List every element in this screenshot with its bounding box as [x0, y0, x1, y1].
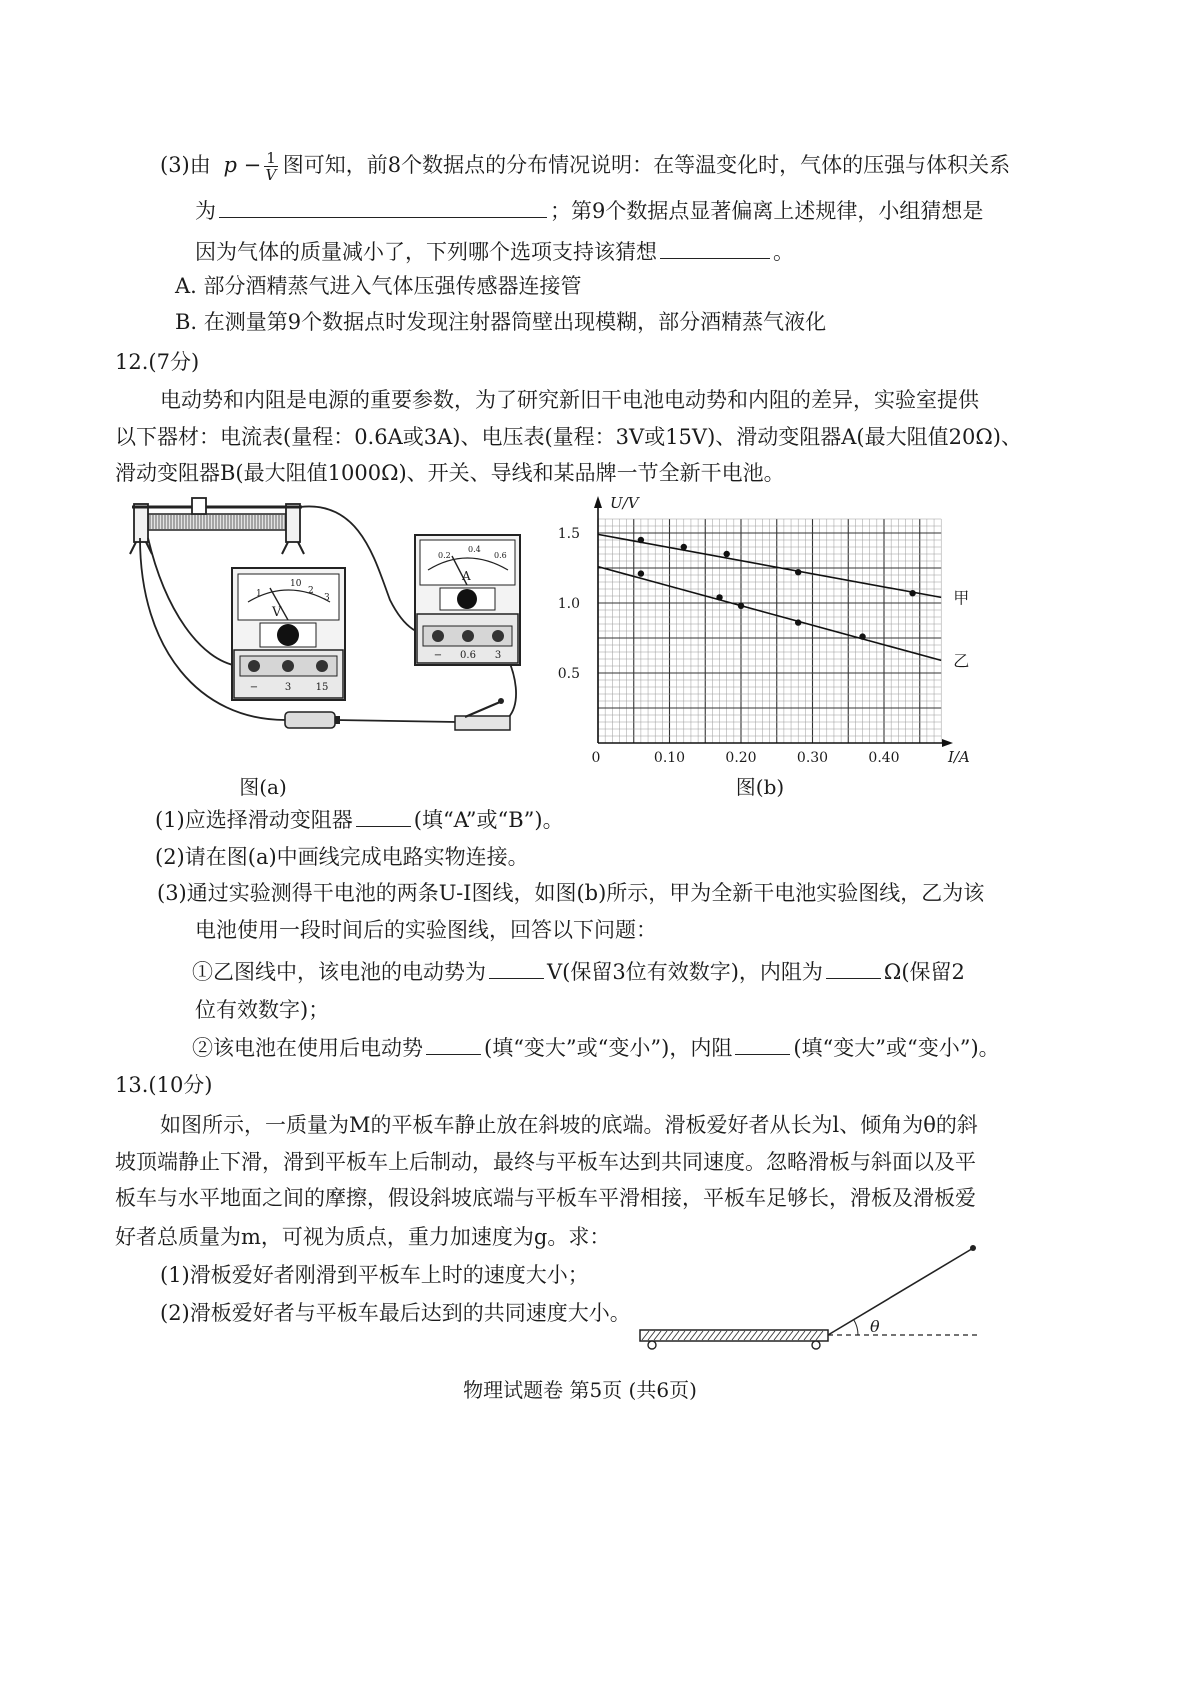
ammeter-scale-label: 0.2 — [438, 551, 451, 560]
figure-b-caption: 图(b) — [735, 775, 785, 799]
answer-blank — [356, 807, 411, 827]
q12-intro-line2: 以下器材：电流表(量程：0.6A或3A)、电压表(量程：3V或15V)、滑动变阻器A(最大阻值20Ω)、 — [115, 425, 1022, 449]
q12-item2-text-c: (填“变大”或“变小”)。 — [793, 1036, 1000, 1060]
q12-sub3-line1: (3)通过实验测得干电池的两条U-I图线，如图(b)所示，甲为全新干电池实验图线，乙为该 — [157, 881, 985, 905]
data-point — [681, 544, 687, 550]
chart-grid — [598, 519, 941, 743]
voltmeter-scale-label: 10 — [290, 579, 302, 589]
minus-sign: − — [243, 153, 262, 177]
ammeter-symbol: A — [462, 569, 471, 583]
skater-point — [970, 1245, 976, 1251]
q12-intro-line3: 滑动变阻器B(最大阻值1000Ω)、开关、导线和某品牌一节全新干电池。 — [115, 461, 785, 485]
answer-blank — [219, 198, 547, 218]
q11-part3-label: (3)由 — [160, 153, 211, 177]
data-point — [909, 590, 915, 596]
page-footer: 物理试题卷 第5页 (共6页) — [463, 1378, 697, 1402]
q11-part3-line3-end: 。 — [773, 240, 794, 264]
rheostat-right-end — [286, 504, 300, 542]
y-tick-label: 1.0 — [557, 596, 580, 612]
data-point — [638, 537, 644, 543]
ammeter-terminal-label: − — [433, 650, 443, 661]
rheostat-leg — [130, 542, 136, 554]
rheostat-left-end — [134, 504, 148, 542]
voltmeter-terminal — [316, 660, 328, 672]
flat-cart — [640, 1330, 828, 1341]
pressure-variable: p — [223, 153, 237, 177]
cart-wheel — [812, 1341, 820, 1349]
q12-heading: 12.(7分) — [115, 350, 200, 374]
voltmeter — [232, 568, 345, 700]
series-label: 甲 — [953, 588, 970, 608]
angle-label: θ — [870, 1317, 880, 1336]
ammeter-terminal-label: 0.6 — [460, 650, 476, 661]
fraction-denominator: V — [265, 166, 277, 184]
q11-part3-line1 — [160, 150, 1010, 183]
data-point — [638, 570, 644, 576]
data-point — [738, 603, 744, 609]
x-axis-label: I/A — [948, 748, 970, 766]
rheostat-slider — [192, 498, 206, 514]
q11-part3-line3-text: 因为气体的质量减小了，下列哪个选项支持该猜想 — [195, 240, 657, 264]
answer-blank — [489, 959, 544, 979]
voltmeter-knob — [277, 624, 299, 646]
q11-part3-line1-text: 图可知，前8个数据点的分布情况说明：在等温变化时，气体的压强与体积关系 — [282, 153, 1011, 177]
q13-para-line4: 好者总质量为m，可视为质点，重力加速度为g。求： — [115, 1225, 611, 1249]
q13-para-line3: 板车与水平地面之间的摩擦，假设斜坡底端与平板车平滑相接，平板车足够长，滑板及滑板爱 — [115, 1186, 976, 1210]
x-tick-label: 0.40 — [868, 750, 900, 766]
y-axis-arrow — [594, 496, 602, 508]
voltmeter-terminal — [248, 660, 260, 672]
rheostat — [130, 498, 304, 554]
q12-sub1 — [155, 807, 564, 833]
switch-base — [455, 716, 510, 730]
series-label: 乙 — [953, 651, 970, 671]
y-axis-label: U/V — [610, 494, 639, 512]
voltmeter-terminal-label: 3 — [284, 682, 292, 693]
option-a: A. 部分酒精蒸气进入气体压强传感器连接管 — [175, 274, 582, 298]
voltmeter-symbol: V — [272, 605, 282, 620]
voltmeter-scale-label: 2 — [308, 586, 314, 596]
option-b: B. 在测量第9个数据点时发现注射器筒壁出现模糊，部分酒精蒸气液化 — [175, 310, 827, 334]
ammeter-terminal — [492, 630, 504, 642]
q11-part3-line2 — [195, 198, 983, 224]
rheostat-leg — [298, 542, 304, 554]
ammeter-scale-label: 0.6 — [494, 551, 507, 560]
cart-wheel — [648, 1341, 656, 1349]
voltmeter-terminal — [282, 660, 294, 672]
x-tick-label: 0.10 — [653, 750, 686, 766]
q12-item2-text-a: ②该电池在使用后电动势 — [192, 1036, 423, 1060]
rheostat-coil — [148, 514, 286, 530]
voltmeter-scale-label: 1 — [256, 589, 262, 599]
wire — [148, 538, 238, 666]
battery-body — [285, 712, 335, 728]
ammeter-terminal — [462, 630, 474, 642]
wire — [335, 720, 457, 722]
data-point — [716, 594, 722, 600]
q11-part3-line3 — [195, 239, 794, 265]
x-axis-arrow — [942, 739, 953, 747]
q13-sub1: (1)滑板爱好者刚滑到平板车上时的速度大小； — [160, 1263, 589, 1287]
battery-terminal — [335, 716, 340, 724]
ammeter-terminal-label: 3 — [494, 650, 502, 661]
voltmeter-scale-label: 3 — [324, 593, 330, 603]
q12-item2-text-b: (填“变大”或“变小”)，内阻 — [484, 1036, 733, 1060]
q12-sub1-text: (1)应选择滑动变阻器 — [155, 808, 353, 832]
inverse-volume-fraction — [264, 150, 278, 183]
answer-blank — [826, 959, 881, 979]
fraction-numerator: 1 — [266, 149, 276, 167]
q12-sub3-line2: 电池使用一段时间后的实验图线，回答以下问题： — [195, 918, 657, 942]
q12-item1-continuation: 位有效数字)； — [195, 998, 330, 1022]
ammeter-knob — [457, 589, 477, 609]
answer-blank — [660, 239, 770, 259]
battery — [285, 712, 340, 728]
q12-item1-text-b: V(保留3位有效数字)，内阻为 — [547, 960, 823, 984]
q12-item1-text-a: ①乙图线中，该电池的电动势为 — [192, 960, 486, 984]
y-tick-label: 1.5 — [557, 526, 580, 542]
q13-heading: 13.(10分) — [115, 1073, 213, 1097]
switch — [455, 698, 510, 730]
angle-arc — [854, 1320, 858, 1335]
ammeter — [415, 535, 520, 665]
q12-sub1-hint: (填“A”或“B”)。 — [413, 808, 564, 832]
ammeter-terminal — [432, 630, 444, 642]
q12-item1-text-c: Ω(保留2 — [883, 960, 965, 984]
q11-part3-line2-start: 为 — [195, 199, 216, 223]
data-point — [859, 633, 865, 639]
data-point — [724, 551, 730, 557]
y-tick-label: 0.5 — [557, 666, 580, 682]
x-tick-label: 0.30 — [796, 750, 829, 766]
q13-sub2: (2)滑板爱好者与平板车最后达到的共同速度大小。 — [160, 1301, 631, 1325]
q11-part3-line2-text: ；第9个数据点显著偏离上述规律，小组猜想是 — [550, 199, 984, 223]
q12-intro-line1: 电动势和内阻是电源的重要参数，为了研究新旧干电池电动势和内阻的差异，实验室提供 — [160, 388, 979, 412]
u-i-chart — [540, 490, 1010, 780]
circuit-figure — [120, 490, 540, 745]
q12-sub3-item1 — [192, 959, 965, 985]
switch-lever — [465, 702, 500, 717]
slope-cart-figure — [630, 1235, 990, 1355]
x-tick-label: 0 — [591, 750, 601, 766]
rheostat-leg — [282, 542, 288, 554]
incline — [828, 1247, 975, 1335]
figure-a-caption: 图(a) — [239, 775, 287, 799]
answer-blank — [735, 1035, 790, 1055]
voltmeter-terminal-label: − — [249, 682, 259, 693]
q13-para-line1: 如图所示，一质量为M的平板车静止放在斜坡的底端。滑板爱好者从长为l、倾角为θ的斜 — [160, 1113, 978, 1137]
data-point — [795, 569, 801, 575]
q12-sub2: (2)请在图(a)中画线完成电路实物连接。 — [155, 845, 529, 869]
answer-blank — [426, 1035, 481, 1055]
x-tick-label: 0.20 — [725, 750, 757, 766]
voltmeter-terminal-label: 15 — [315, 682, 329, 693]
ammeter-scale-label: 0.4 — [468, 545, 481, 554]
data-point — [795, 619, 801, 625]
switch-handle — [498, 698, 504, 704]
q12-sub3-item2 — [192, 1035, 1000, 1061]
q13-para-line2: 坡顶端静止下滑，滑到平板车上后制动，最终与平板车达到共同速度。忽略滑板与斜面以及平 — [115, 1150, 976, 1174]
